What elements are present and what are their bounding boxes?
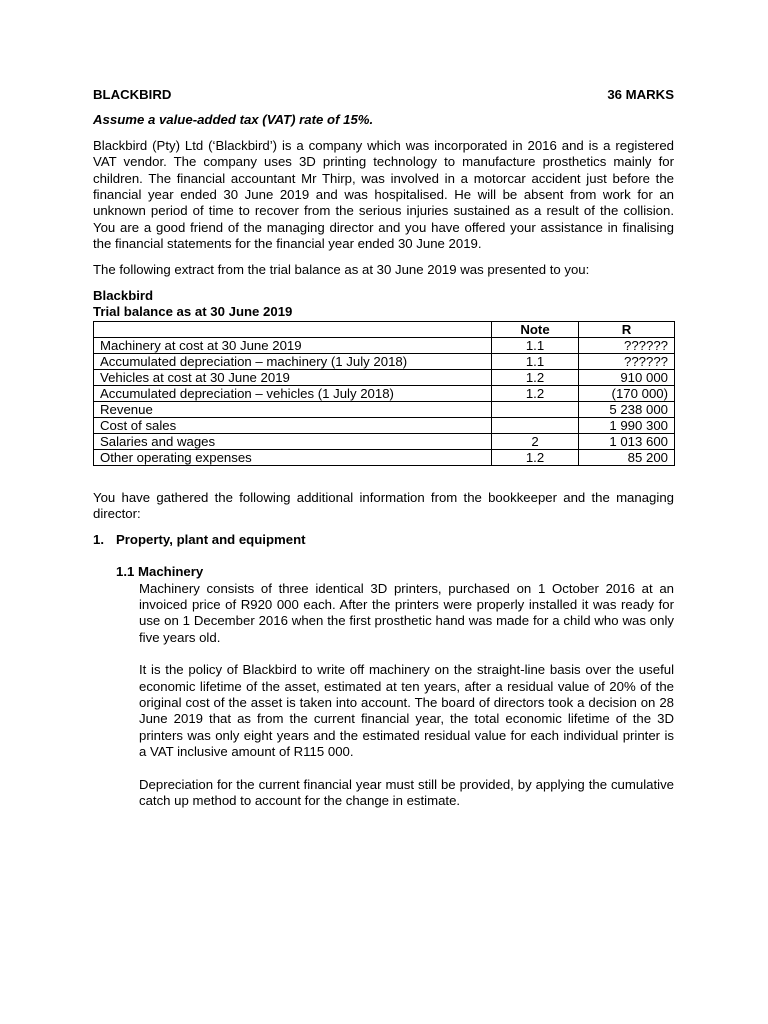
question-header [93,87,674,103]
table-row [94,401,675,417]
row-amount: ?????? [579,337,675,353]
table-row [94,337,675,353]
machinery-paragraph-3: Depreciation for the current financial year must still be provided, by applying the cumulative catch up method to account for the change in estimate. [139,776,674,808]
table-row [94,417,675,433]
subsection-machinery [116,564,674,809]
row-amount: 5 238 000 [579,401,675,417]
row-note: 2 [492,433,579,449]
question-title: BLACKBIRD [93,87,172,102]
trial-balance-company: Blackbird [93,288,154,304]
row-description: Accumulated depreciation – machinery (1 July 2018) [94,353,492,369]
document-content [93,87,674,809]
trial-balance-table [93,321,675,466]
machinery-paragraph-1: Machinery consists of three identical 3D printers, purchased on 1 October 2016 at an invoiced price of R920 000 each. After the printers were properly installed it was ready for use on 1 December 2016 when the first prosthetic hand was made for a child who was only five years old. [139,580,674,645]
subsection-title: 1.1 Machinery [116,564,204,580]
table-row [94,353,675,369]
question-marks: 36 MARKS [607,87,674,102]
row-note [492,417,579,433]
row-note: 1.2 [492,385,579,401]
row-description: Machinery at cost at 30 June 2019 [94,337,492,353]
row-description: Vehicles at cost at 30 June 2019 [94,369,492,385]
additional-info-sentence: You have gathered the following additional information from the bookkeeper and the managing director: [93,489,674,522]
header-amount: R [579,321,675,337]
row-amount: 910 000 [579,369,675,385]
row-amount: ?????? [579,353,675,369]
row-description: Accumulated depreciation – vehicles (1 July 2018) [94,385,492,401]
extract-sentence: The following extract from the trial balance as at 30 June 2019 was presented to you: [93,261,590,277]
section-number: 1. [93,531,104,547]
table-row [94,433,675,449]
row-note: 1.1 [492,337,579,353]
vat-assumption: Assume a value-added tax (VAT) rate of 15%. [93,112,374,128]
row-description: Cost of sales [94,417,492,433]
row-amount: (170 000) [579,385,675,401]
table-row [94,449,675,465]
table-row [94,385,675,401]
row-amount: 85 200 [579,449,675,465]
trial-balance-title: Trial balance as at 30 June 2019 [93,304,293,320]
section-heading [93,532,674,548]
row-note: 1.1 [492,353,579,369]
row-note: 1.2 [492,369,579,385]
table-header-row [94,321,675,337]
machinery-paragraph-2: It is the policy of Blackbird to write off machinery on the straight-line basis over the useful economic lifetime of the asset, estimated at ten years, after a residual value of 20% of the original cost of the asset is taken into account. The board of directors took a decision on 28 June 2019 that as from the current financial year, the total economic lifetime of the 3D printers was only eight years and the estimated residual value for each individual printer is a VAT inclusive amount of R115 000. [139,662,674,760]
intro-paragraph: Blackbird (Pty) Ltd (‘Blackbird’) is a company which was incorporated in 2016 and is a registered VAT vendor. The company uses 3D printing technology to manufacture prosthetics mainly for children. The financial accountant Mr Thirp, was involved in a motorcar accident just before the financial year ended 30 June 2019 and was hospitalised. He will be absent from work for an unknown period of time to recover from the serious injuries sustained as a result of the collision. You are a good friend of the managing director and you have offered your assistance in finalising the financial statements for the financial year ended 30 June 2019. [93,137,674,252]
row-description: Salaries and wages [94,433,492,449]
row-note [492,401,579,417]
row-description: Revenue [94,401,492,417]
subsection-body [139,581,674,810]
row-amount: 1 013 600 [579,433,675,449]
header-description [94,321,492,337]
row-amount: 1 990 300 [579,417,675,433]
table-row [94,369,675,385]
section-title: Property, plant and equipment [116,531,306,547]
row-note: 1.2 [492,449,579,465]
row-description: Other operating expenses [94,449,492,465]
header-note: Note [492,321,579,337]
